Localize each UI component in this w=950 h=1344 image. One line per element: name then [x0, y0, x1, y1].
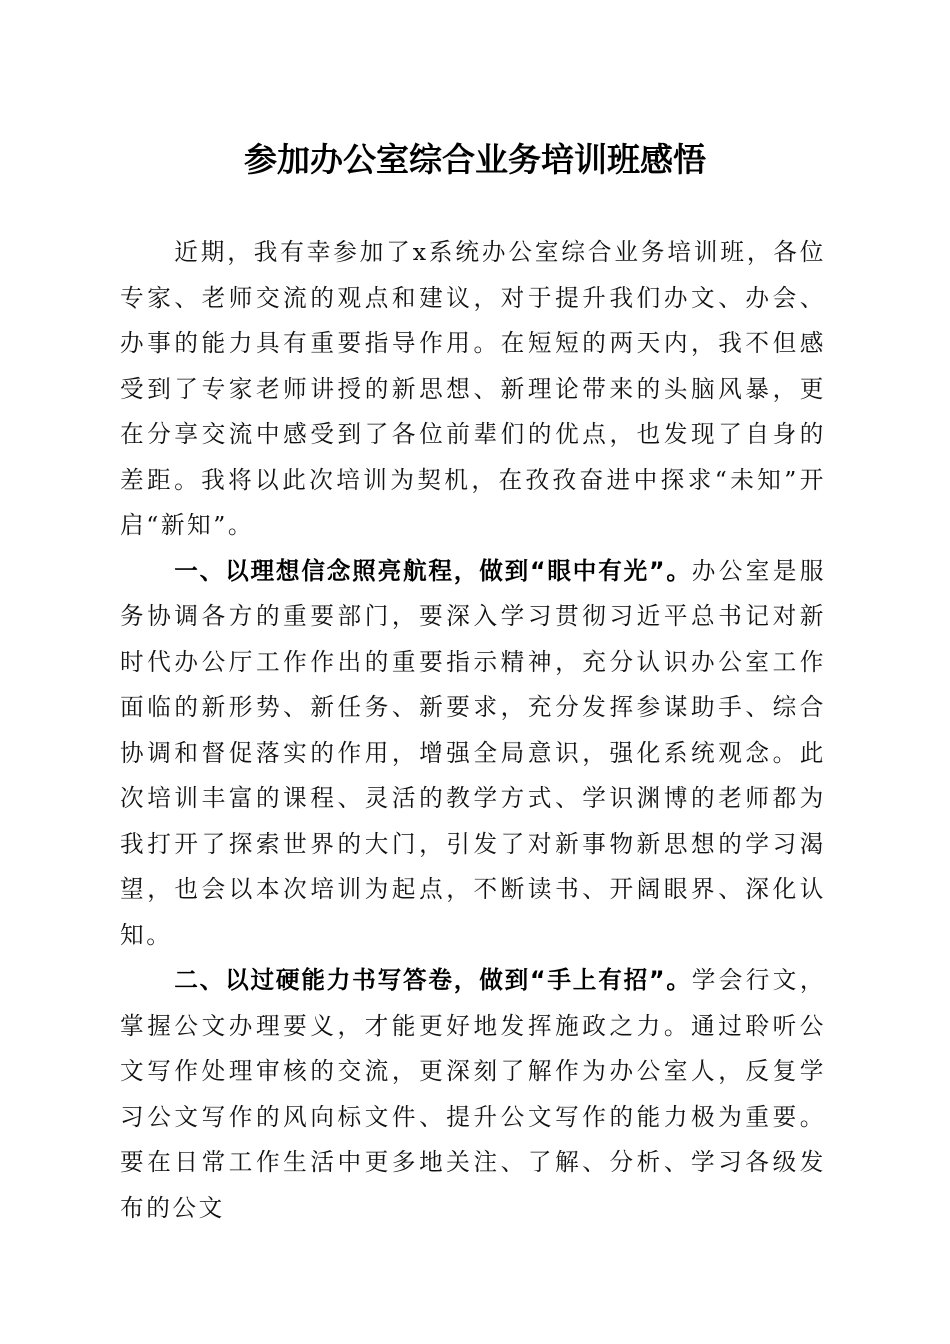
section-heading: 二、以过硬能力书写答卷，做到“手上有招”。: [174, 966, 692, 994]
paragraph-text: 近期，我有幸参加了x系统办公室综合业务培训班，各位专家、老师交流的观点和建议，对于提升我们办文、办会、办事的能力具有重要指导作用。在短短的两天内，我不但感受到了专家老师讲授的新思想、新理论带来的头脑风暴，更在分享交流中感受到了各位前辈们的优点，也发现了自身的差距。我将以此次培训为契机，在孜孜奋进中探求“未知”开启“新知”。: [120, 238, 826, 539]
paragraph-intro: [120, 230, 826, 549]
paragraph-text: 学会行文，掌握公文办理要义，才能更好地发挥施政之力。通过聆听公文写作处理审核的交流，更深刻了解作为办公室人，反复学习公文写作的风向标文件、提升公文写作的能力极为重要。要在日常工作生活中更多地关注、了解、分析、学习各级发布的公文: [120, 966, 827, 1222]
paragraph-section-1: [120, 549, 826, 959]
document-body: [120, 230, 826, 1231]
paragraph-section-2: [120, 958, 826, 1231]
document-title: 参加办公室综合业务培训班感悟: [244, 140, 706, 179]
section-heading: 一、以理想信念照亮航程，做到“眼中有光”。: [174, 556, 692, 585]
paragraph-text: 办公室是服务协调各方的重要部门，要深入学习贯彻习近平总书记对新时代办公厅工作作出的重要指示精神，充分认识办公室工作面临的新形势、新任务、新要求，充分发挥参谋助手、综合协调和督促落实的作用，增强全局意识，强化系统观念。此次培训丰富的课程、灵活的教学方式、学识渊博的老师都为我打开了探索世界的大门，引发了对新事物新思想的学习渴望，也会以本次培训为起点，不断读书、开阔眼界、深化认知。: [120, 556, 827, 949]
